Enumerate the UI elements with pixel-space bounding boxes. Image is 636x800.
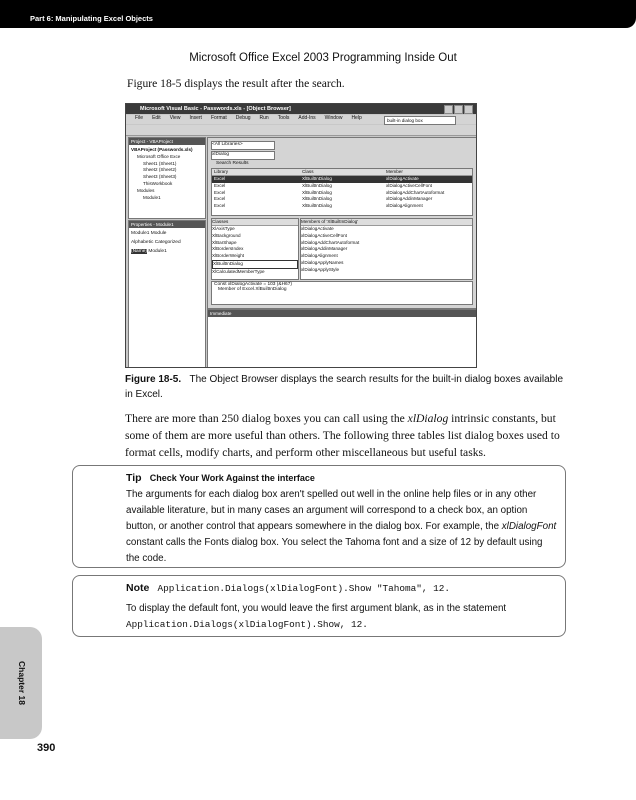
cell: Excel bbox=[214, 189, 226, 195]
page-number: 390 bbox=[37, 742, 56, 754]
list-item: XlAxisType bbox=[212, 226, 235, 231]
note-content bbox=[126, 580, 558, 633]
running-header-bar bbox=[0, 0, 636, 28]
list-item: xlDialogAddinManager bbox=[301, 246, 348, 252]
list-item: xlDialogActivate bbox=[301, 226, 334, 231]
search-results-label: Search Results bbox=[216, 161, 249, 166]
tip-text bbox=[126, 487, 558, 567]
note-box bbox=[72, 575, 566, 637]
menu-addins: Add-Ins bbox=[298, 115, 316, 121]
properties-pane bbox=[128, 220, 206, 368]
members-label: Members of 'XlBuiltInDialog' bbox=[301, 219, 472, 226]
tree-item: VBAProject (Passwords.xls) bbox=[131, 147, 193, 152]
note-code: Application.Dialogs(xlDialogFont).Show "Tahoma", 12. bbox=[157, 583, 451, 594]
cell: xlDialogActivate bbox=[386, 176, 419, 181]
tree-item: Microsoft Office Exce bbox=[137, 153, 181, 159]
close-icon bbox=[464, 105, 473, 114]
table-row bbox=[212, 196, 472, 203]
cell: Excel bbox=[214, 182, 226, 188]
search-field: xlDialog bbox=[211, 151, 275, 160]
tree-item: Modules bbox=[137, 187, 155, 193]
col-library: Library bbox=[214, 169, 229, 174]
detail-line: Member of Excel.XlBuiltInDialog bbox=[218, 287, 287, 292]
list-item: XlBackground bbox=[212, 232, 241, 238]
menu-insert: Insert bbox=[189, 115, 202, 121]
tip-box bbox=[72, 465, 566, 568]
tree-item: Sheet1 (Sheet1) bbox=[143, 160, 177, 166]
results-grid bbox=[211, 168, 473, 216]
minimize-icon bbox=[444, 105, 453, 114]
list-item: xlDialogApplyStyle bbox=[301, 266, 340, 272]
cell: XlBuiltInDialog bbox=[302, 196, 332, 202]
project-pane bbox=[128, 137, 206, 219]
tip-heading-line bbox=[126, 470, 558, 487]
property-value: Module1 bbox=[148, 249, 167, 254]
window-title: Microsoft Visual Basic - Passwords.xls - [Object Browser] bbox=[140, 106, 291, 112]
immediate-title: Immediate bbox=[208, 310, 476, 317]
cell: xlDialogAddinManager bbox=[386, 196, 433, 202]
cell: xlDialogAlignment bbox=[386, 203, 423, 209]
note-text: To display the default font, you would leave the first argument blank, as in the statement bbox=[126, 603, 507, 614]
chapter-label: Chapter 18 bbox=[17, 661, 27, 705]
menu-file: File bbox=[135, 115, 144, 121]
object-browser bbox=[207, 137, 477, 309]
list-item: XlCalculatedMemberType bbox=[212, 268, 265, 274]
caption-text: The Object Browser displays the search results for the built-in dialog boxes available in Excel. bbox=[125, 374, 564, 400]
members-list bbox=[300, 218, 473, 280]
list-item: xlDialogApplyNames bbox=[301, 259, 344, 265]
figure-screenshot bbox=[125, 103, 477, 368]
body-paragraph bbox=[125, 410, 567, 461]
immediate-window bbox=[207, 309, 477, 368]
results-header bbox=[212, 169, 472, 176]
detail-pane bbox=[211, 281, 473, 305]
cell: Excel bbox=[214, 196, 226, 202]
list-item: XlBorderWeight bbox=[212, 253, 245, 259]
library-dropdown: <All Libraries> bbox=[211, 141, 275, 150]
list-item: xlDialogActiveCellFont bbox=[301, 232, 347, 238]
menu-run: Run bbox=[259, 115, 269, 121]
menu-view: View bbox=[169, 115, 181, 121]
tree-item: ThisWorkbook bbox=[143, 180, 173, 186]
list-item: XlBordersIndex bbox=[212, 246, 244, 252]
list-item: xlDialogAddChartAutoformat bbox=[301, 239, 360, 245]
menu-edit: Edit bbox=[152, 115, 161, 121]
table-row bbox=[212, 203, 472, 210]
project-tree bbox=[131, 147, 193, 201]
col-member: Member bbox=[386, 169, 403, 174]
body-text: There are more than 250 dialog boxes you can call using the bbox=[125, 412, 408, 425]
cell: XlBuiltInDialog bbox=[302, 203, 332, 209]
toolbar bbox=[126, 125, 476, 136]
project-pane-title: Project - VBAProject bbox=[129, 138, 205, 145]
tree-item: Module1 bbox=[143, 194, 161, 200]
cell: xlDialogActiveCellFont bbox=[386, 182, 432, 188]
properties-row bbox=[131, 249, 167, 254]
figure-caption bbox=[125, 373, 565, 402]
cell: XlBuiltInDialog bbox=[302, 182, 332, 188]
tip-heading: Check Your Work Against the interface bbox=[149, 473, 315, 483]
tip-text-part: constant calls the Fonts dialog box. You select the Tahoma font and a size of 12 by default using the code. bbox=[126, 537, 543, 564]
cell: Excel bbox=[214, 176, 226, 181]
properties-pane-title: Properties - Module1 bbox=[129, 221, 205, 228]
cell: xlDialogAddChartAutoformat bbox=[386, 189, 445, 195]
col-class: Class bbox=[302, 169, 314, 174]
tree-item: Sheet2 (Sheet2) bbox=[143, 167, 177, 173]
table-row bbox=[212, 183, 472, 190]
body-text: intrinsic constants, but some of them are more useful than others. The following three tables list dialog boxes used to format cells, modify charts, and perform other miscellaneous but useful tasks. bbox=[125, 412, 560, 459]
properties-object: Module1 Module bbox=[131, 231, 167, 236]
menu-window: Window bbox=[324, 115, 343, 121]
help-search-box: built-in dialog box bbox=[384, 116, 456, 125]
tip-text-part: The arguments for each dialog box aren't spelled out well in the online help files or in any other available literature, but in many cases an argument will correspond to a check box, an option button, or another control that appears somewhere in the dialog box. For example, the bbox=[126, 489, 537, 532]
cell: XlBuiltInDialog bbox=[302, 189, 332, 195]
menu-tools: Tools bbox=[277, 115, 290, 121]
properties-tabs bbox=[131, 240, 181, 245]
cell: XlBuiltInDialog bbox=[302, 176, 332, 181]
tab-categorized: Categorized bbox=[154, 240, 181, 245]
window-titlebar bbox=[126, 104, 476, 114]
body-emphasis: xlDialog bbox=[407, 412, 449, 425]
menu-debug: Debug bbox=[235, 115, 251, 121]
tree-item: Sheet3 (Sheet3) bbox=[143, 174, 177, 180]
tip-emphasis: xlDialogFont bbox=[501, 521, 557, 532]
menu-format: Format bbox=[210, 115, 227, 121]
book-title: Microsoft Office Excel 2003 Programming Inside Out bbox=[189, 52, 457, 64]
part-label: Part 6: Manipulating Excel Objects bbox=[30, 14, 153, 23]
property-name: (Name) bbox=[131, 249, 147, 254]
table-row bbox=[212, 190, 472, 197]
tab-alphabetic: Alphabetic bbox=[131, 240, 154, 245]
list-item: XlBuiltInDialog bbox=[212, 260, 298, 269]
table-row bbox=[212, 176, 472, 183]
note-code: Application.Dialogs(xlDialogFont).Show, 12. bbox=[126, 619, 368, 630]
menu-help: Help bbox=[351, 115, 362, 121]
detail-line: Const xlDialogActivate = 103 (&H67) bbox=[214, 282, 292, 287]
tip-content bbox=[126, 470, 558, 567]
cell: Excel bbox=[214, 203, 226, 209]
classes-label: Classes bbox=[212, 219, 298, 226]
chapter-side-tab bbox=[0, 627, 42, 739]
note-label: Note bbox=[126, 582, 150, 594]
classes-list bbox=[211, 218, 299, 280]
maximize-icon bbox=[454, 105, 463, 114]
list-item: xlDialogAlignment bbox=[301, 253, 338, 259]
list-item: XlBarShape bbox=[212, 239, 237, 245]
note-heading-line bbox=[126, 580, 558, 597]
intro-paragraph: Figure 18-5 displays the result after the search. bbox=[127, 77, 345, 90]
tip-label: Tip bbox=[126, 472, 142, 484]
caption-label: Figure 18-5. bbox=[125, 374, 182, 385]
